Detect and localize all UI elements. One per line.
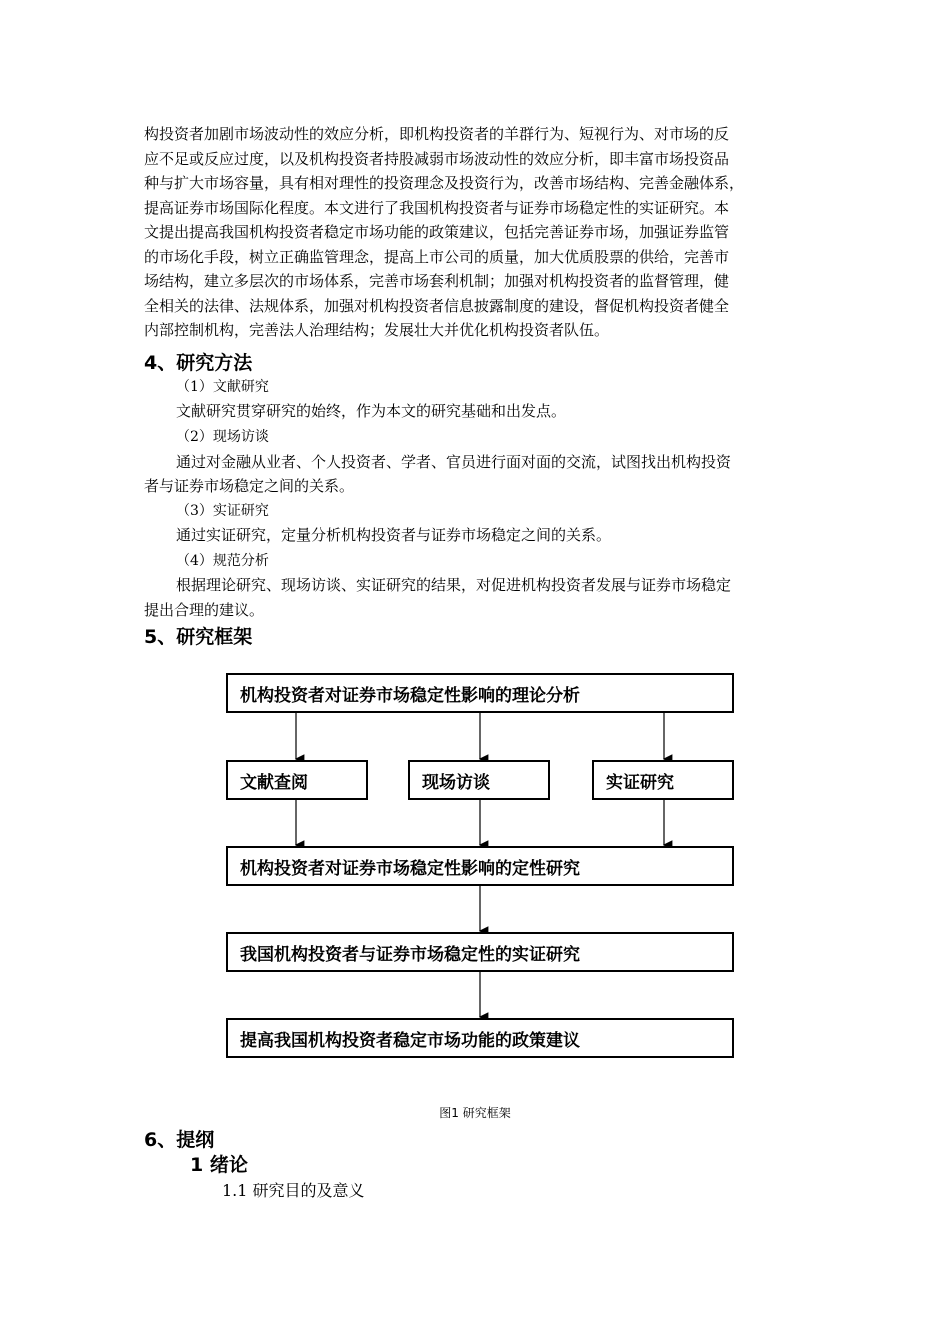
method-text: 通过实证研究，定量分析机构投资者与证券市场稳定之间的关系。: [176, 526, 612, 544]
method-text: 根据理论研究、现场访谈、实证研究的结果，对促进机构投资者发展与证券市场稳定: [176, 576, 732, 594]
text-line: 提高证券市场国际化程度。本文进行了我国机构投资者与证券市场稳定性的实证研究。本: [144, 198, 730, 217]
text-line: 种与扩大市场容量，具有相对理性的投资理念及投资行为，改善市场结构、完善金融体系，: [144, 174, 745, 192]
section-4-heading: 4、研究方法: [144, 352, 253, 374]
flow-box-qualitative: 机构投资者对证券市场稳定性影响的定性研究: [226, 846, 734, 886]
flow-box-empirical: 我国机构投资者与证券市场稳定性的实证研究: [226, 932, 734, 972]
text-line: 构投资者加剧市场波动性的效应分析，即机构投资者的羊群行为、短视行为、对市场的反: [144, 125, 730, 143]
method-text: 通过对金融从业者、个人投资者、学者、官员进行面对面的交流，试图找出机构投资: [176, 453, 732, 471]
text-line: 全相关的法律、法规体系，加强对机构投资者信息披露制度的建设，督促机构投资者健全: [144, 296, 730, 315]
method-label: （2）现场访谈: [176, 429, 269, 445]
subsection-heading: 1.1 研究目的及意义: [222, 1181, 365, 1200]
text-line: 的市场化手段，树立正确监管理念，提高上市公司的质量，加大优质股票的供给，完善市: [144, 247, 730, 266]
text-line: 文提出提高我国机构投资者稳定市场功能的政策建议，包括完善证券市场，加强证券监管: [144, 223, 730, 241]
text-line: 应不足或反应过度，以及机构投资者持股减弱市场波动性的效应分析，即丰富市场投资品: [144, 149, 730, 168]
method-label: （3）实证研究: [176, 503, 269, 519]
chapter-heading: 1 绪论: [190, 1154, 248, 1176]
flow-box-empirical-method: 实证研究: [592, 760, 734, 800]
text-line: 场结构，建立多层次的市场体系，完善市场套利机制；加强对机构投资者的监督管理，健: [144, 272, 730, 290]
text-line: 内部控制机构，完善法人治理结构；发展壮大并优化机构投资者队伍。: [144, 321, 610, 339]
flow-box-theory: 机构投资者对证券市场稳定性影响的理论分析: [226, 673, 734, 713]
method-text: 文献研究贯穿研究的始终，作为本文的研究基础和出发点。: [176, 402, 567, 420]
method-label: （1）文献研究: [176, 379, 269, 395]
method-label: （4）规范分析: [176, 553, 269, 569]
figure-caption: 图1 研究框架: [439, 1106, 511, 1120]
flow-box-policy: 提高我国机构投资者稳定市场功能的政策建议: [226, 1018, 734, 1058]
flow-box-interview: 现场访谈: [408, 760, 550, 800]
flow-box-literature: 文献查阅: [226, 760, 368, 800]
section-5-heading: 5、研究框架: [144, 626, 253, 648]
method-text: 提出合理的建议。: [144, 601, 265, 619]
section-6-heading: 6、提纲: [144, 1129, 215, 1151]
method-text: 者与证券市场稳定之间的关系。: [144, 477, 355, 495]
